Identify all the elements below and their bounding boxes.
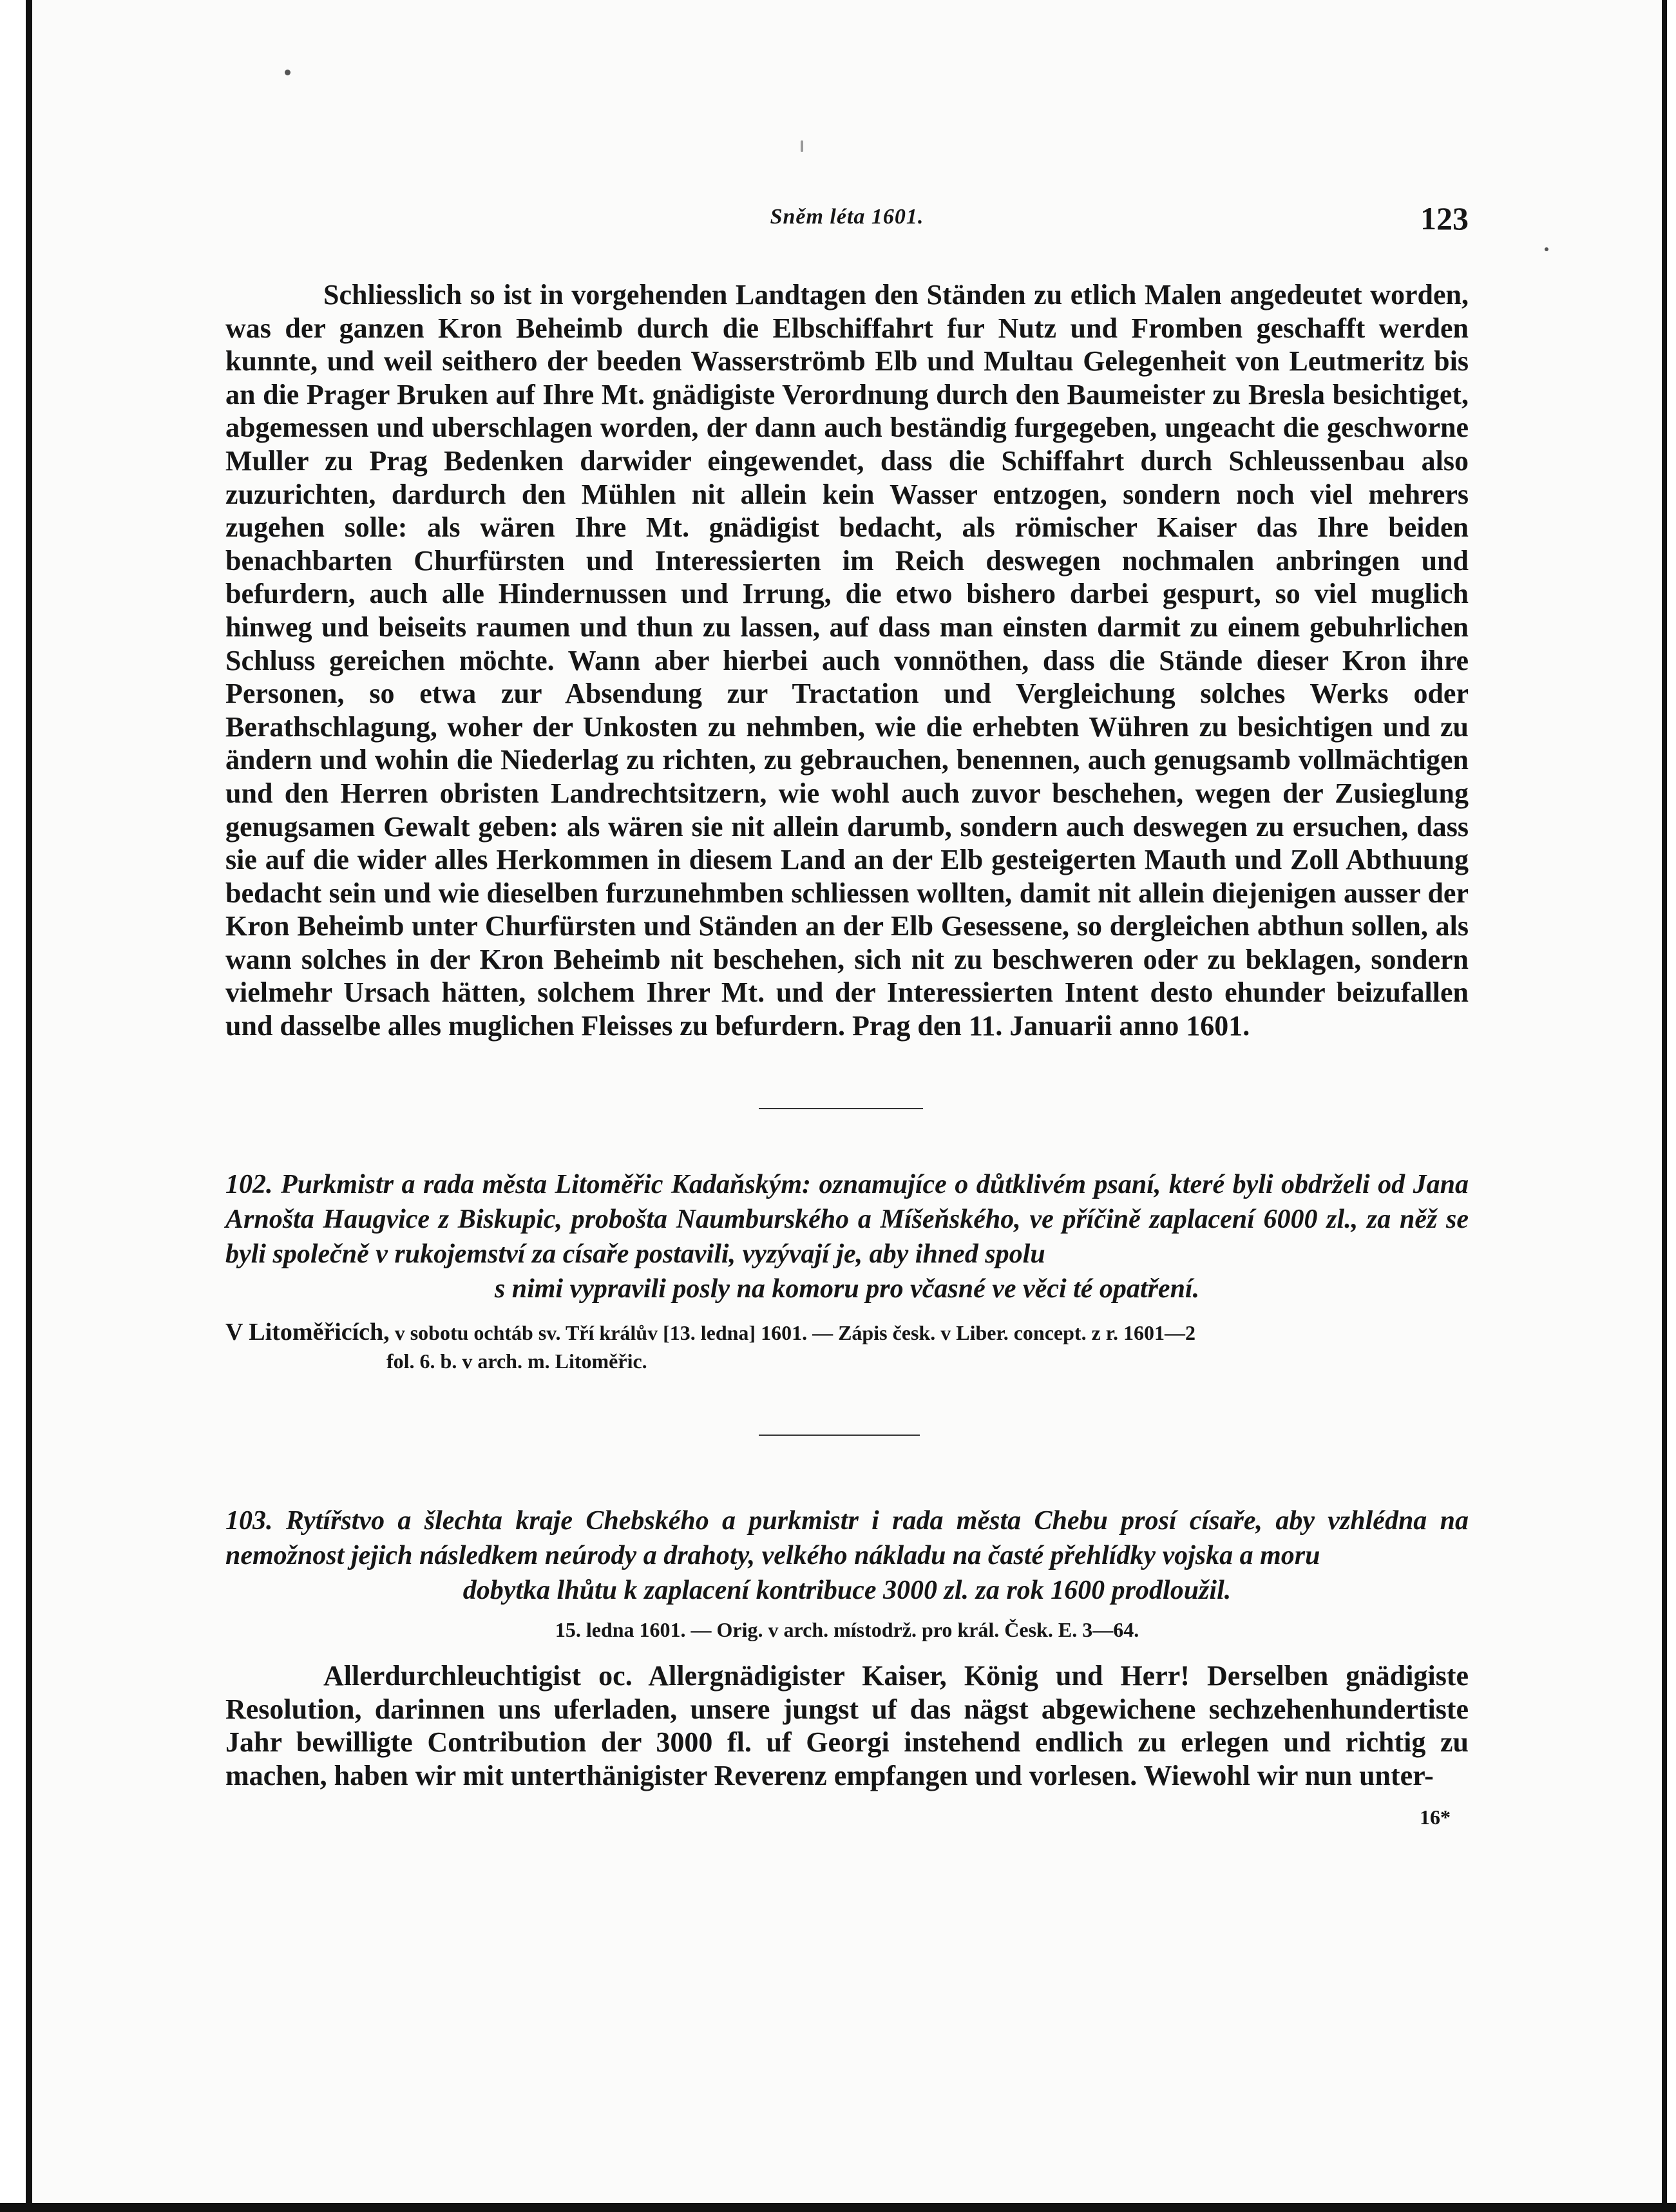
document-102-source-line2: fol. 6. b. v arch. m. Litoměřic.: [386, 1349, 647, 1373]
document-103-title-text: 103. Rytířstvo a šlechta kraje Chebského a purkmistr i rada města Chebu prosí císaře, aby vzhlédna na nemožnost jejich následkem neúrody a drahoty, velkého nákladu na časté přehlídky vojska a moru: [225, 1506, 1469, 1570]
document-103: [225, 1503, 1469, 1792]
document-103-title: [225, 1503, 1469, 1608]
scan-left-margin: [0, 0, 26, 2212]
signature-mark: 16*: [1420, 1806, 1451, 1829]
document-102-source-line1: v sobotu ochtáb sv. Tří králův [13. ledna] 1601. — Zápis česk. v Liber. concept. z r. 1601—2: [394, 1321, 1196, 1344]
section-divider: [759, 1435, 920, 1436]
document-102-source: [225, 1318, 1469, 1347]
scan-right-margin: [1662, 0, 1676, 2212]
document-102-title: [225, 1167, 1469, 1306]
body-paragraph: Schliesslich so ist in vorgehenden Landtagen den Ständen zu etlich Malen angedeutet worden, was der ganzen Kron Beheimb durch die Elbschiffahrt fur Nutz und Fromben geschafft werden kunnte, und weil seithero der beeden Wasserströmb Elb und Multau Gelegenheit von Leutmeritz bis an die Prager Bruken auf Ihre Mt. gnädigiste Verordnung durch den Baumeister zu Bresla besichtiget, abgemessen und uberschlagen worden, der dann auch beständig furgegeben, ungeacht die geschworne Muller zu Prag Bedenken darwider eingewendet, dass die Schiffahrt durch Schleussenbau also zuzurichten, dardurch den Mühlen nit allein kein Wasser entzogen, sondern noch viel mehrers zugehen solle: als wären Ihre Mt. gnädigist bedacht, als römischer Kaiser das Ihre beiden benachbarten Churfürsten und Interessierten im Reich deswegen nochmalen anbringen und befurdern, auch alle Hindernussen und Irrung, die etwo bishero darbei gespurt, so viel muglich hinweg und beiseits raumen und thun zu lassen, auf dass man einsten darmit zu einem gebuhrlichen Schluss gereichen möchte. Wann aber hierbei auch vonnöthen, dass die Stände dieser Kron ihre Personen, so etwa zur Absendung zur Tractation und Vergleichung solches Werks oder Berathschlagung, woher der Unkosten zu nehmben, wie die erhebten Wühren zu besichtigen und zu ändern und wohin die Niederlag zu richten, zu gebrauchen, benennen, auch genugsamb vollmächtigen und den Herren obristen Landrechtsitzern, wie wohl auch zuvor beschehen, wegen der Zusieglung genugsamen Gewalt geben: als wären sie nit allein darumb, sondern auch deswegen zu ersuchen, dass sie auf die wider alles Herkommen in diesem Land an der Elb gesteigerten Mauth und Zoll Abthuung bedacht sein und wie dieselben furzunehmben schliessen wollten, damit nit allein diejenigen ausser der Kron Beheimb unter Churfürsten und Ständen an der Elb Gesessene, so dergleichen abthun sollen, als wann solches in der Kron Beheimb nit beschehen, sich nit zu beschweren oder zu beklagen, sondern vielmehr Ursach hätten, solchem Ihrer Mt. und der Interessierten Intent desto ehunder beizufallen und dasselbe alles muglichen Fleisses zu befurdern. Prag den 11. Januarii anno 1601.: [225, 279, 1469, 1042]
scan-right-border: [1662, 0, 1667, 2212]
running-title: Sněm léta 1601.: [770, 205, 924, 229]
scan-bottom-border: [0, 2203, 1676, 2212]
document-102-place: V Litoměřicích,: [225, 1319, 390, 1346]
document-103-source: 15. ledna 1601. — Orig. v arch. místodrž. pro král. Česk. E. 3—64.: [555, 1618, 1139, 1641]
page-number: 123: [1420, 200, 1469, 236]
document-102-title-last-line: s nimi vypravili posly na komoru pro včasné ve věci té opatření.: [494, 1274, 1200, 1304]
document-102-title-text: 102. Purkmistr a rada města Litoměřic Kadaňským: oznamujíce o důtklivém psaní, které byli obdrželi od Jana Arnošta Haugvice z Biskupic, probošta Naumburského a Míšeňského, ve příčině zaplacení 6000 zl., za něž se byli společně v rukojemství za císaře postavili, vyzývají je, aby ihned spolu: [225, 1170, 1469, 1269]
scan-speck: [285, 70, 290, 75]
document-102: [225, 1167, 1469, 1375]
document-103-body: Allerdurchleuchtigist oc. Allergnädigister Kaiser, König und Herr! Derselben gnädigiste Resolution, darinnen uns uferladen, unsere jungst uf das nägst abgewichene sechzehenhundertiste Jahr bewilligte Contribution der 3000 fl. uf Georgi instehend endlich zu erlegen und richtig zu machen, haben wir mit unterthänigister Reverenz empfangen und vorlesen. Wiewohl wir nun unter-: [225, 1660, 1469, 1791]
section-divider: [759, 1108, 923, 1109]
page-header: [225, 200, 1469, 243]
document-103-title-last-line: dobytka lhůtu k zaplacení kontribuce 3000 zl. za rok 1600 prodloužil.: [462, 1576, 1232, 1605]
scan-left-border: [26, 0, 32, 2212]
scan-speck: [1545, 247, 1548, 251]
scan-speck: [801, 140, 803, 152]
body-paragraph-block: [225, 278, 1469, 1043]
